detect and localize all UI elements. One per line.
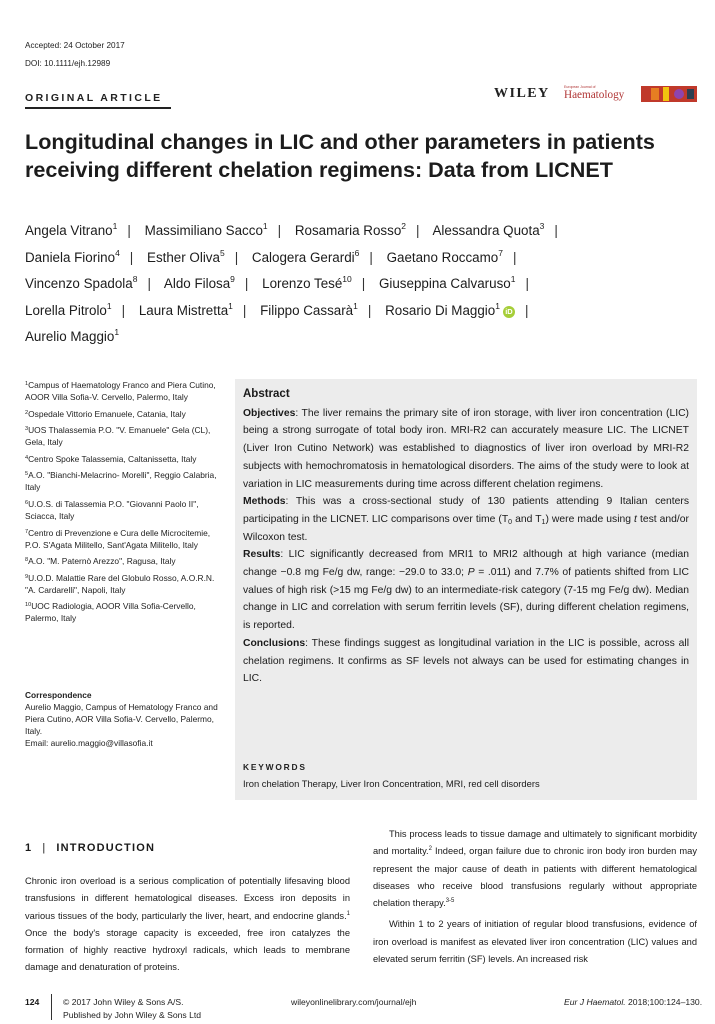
accepted-date: Accepted: 24 October 2017 (25, 41, 125, 50)
abstract-results: Results: LIC significantly decreased from MRI1 to MRI2 although at high variance (median change −0.8 mg Fe/g dw, range: −29.0 to 33.0; P = .011) and 7.7% of patients shifted from LIC values of high risk (>15 mg Fe/g dw) to an intermediate-risk category (7-15 mg Fe/g dw). Median change in LIC and correlation with serum ferritin levels (SF), during different chelation regimens, is reported. (243, 549, 689, 632)
correspondence-heading: Correspondence (25, 690, 92, 700)
author[interactable]: Vincenzo Spadola$^8$ (25, 274, 138, 292)
paragraph: Within 1 to 2 years of initiation of regular blood transfusions, evidence of iron overload is manifest as elevated liver iron concentration (LIC) values and elevated serum ferritin (SF) levels. An increased risk (373, 919, 697, 965)
author[interactable]: Lorella Pitrolo$^1$ (25, 300, 112, 318)
abstract-conclusions: Conclusions: These findings suggest as longitudinal variation in the LIC is possible, across all chelation regimens. It confirms as SF levels not always can be used for estimating changes in LIC. (243, 637, 689, 685)
page-number: 124 (25, 997, 40, 1007)
author-list: Angela Vitrano$^1$ | Massimiliano Sacco$^1$ | Rosamaria Rosso$^2$ | Alessandra Quota$^3$ | Daniela Fiorino$^4$ | Esther Oliva$^5$ | Calogera Gerardi$^6$ | Gaetano Roccamo$^7$ | Vincenzo Spadola$^8$ | Aldo Filosa$^9$ | Lorenzo Tesé$^{10}$ | Giuseppina Calvaruso$^1$ | Lorella Pitrolo$^1$ | Laura Mistretta$^1$ | Filippo Cassarà$^1$ | Rosario Di Maggio$^1$iD | Aurelio Maggio$^1$ (25, 221, 558, 345)
affiliation: $^1$Campus of Haematology Franco and Piera Cutino, AOOR Villa Sofia-V. Cervello, Palermo, Italy (25, 380, 216, 402)
abstract-heading: Abstract (243, 388, 290, 400)
paragraph: Chronic iron overload is a serious complication of potentially lifesaving blood transfusions in different hematological diseases. Excess iron deposits in various tissues of the body, particularly the liver, heart, and endocrine glands.$^1$ Once the body's storage capacity is exceeded, free iron catalyzes the formation of highly reactive hydroxyl radicals, which leads to membrane damage and denaturation of proteins. (25, 876, 350, 973)
publisher-logo: WILEY (494, 86, 550, 101)
orcid-icon[interactable]: iD (503, 306, 515, 318)
affiliation: $^{10}$UOC Radiologia, AOOR Villa Sofia-Cervello, Palermo, Italy (25, 601, 196, 624)
journal-logo: Haematology (564, 89, 625, 101)
footer-copyright: © 2017 John Wiley & Sons A/S. Published by John Wiley & Sons Ltd (63, 997, 202, 1020)
author[interactable]: Giuseppina Calvaruso$^1$ (378, 274, 516, 292)
author[interactable]: Laura Mistretta$^1$ (138, 300, 233, 318)
author[interactable]: Alessandra Quota$^3$ (432, 221, 545, 238)
author[interactable]: Rosamaria Rosso$^2$ (294, 221, 406, 238)
section-heading: 1 | INTRODUCTION (25, 842, 156, 854)
author[interactable]: Rosario Di Maggio$^1$ (385, 300, 500, 318)
keywords-heading: KEYWORDS (243, 762, 307, 772)
article-type-rule (25, 107, 171, 109)
doi[interactable]: DOI: 10.1111/ejh.12989 (25, 59, 111, 68)
affiliation: $^8$A.O. "M. Paternò Arezzo", Ragusa, Italy (25, 556, 176, 567)
affiliation: $^2$Ospedale Vittorio Emanuele, Catania, Italy (25, 408, 186, 419)
paragraph: This process leads to tissue damage and ultimately to significant morbidity and mortality.$^2$ Indeed, organ failure due to chronic iron body iron burden may represent the major cause of death in patients with different hematological diseases who receive blood transfusions regularly without appropriate chelation therapy.$^{3-5}$ (373, 829, 697, 909)
affiliation: $^7$Centro di Prevenzione e Cura delle Microcitemie, P.O. S'Agata Militello, Sant'Agata Militello, Italy (25, 527, 211, 550)
citation-ref[interactable]: 3-5 (445, 898, 455, 905)
citation-ref[interactable]: 1 (346, 910, 350, 917)
author[interactable]: Aurelio Maggio$^1$ (25, 327, 120, 345)
author[interactable]: Aldo Filosa$^9$ (163, 274, 235, 292)
body-column-left (25, 873, 350, 977)
citation-ref[interactable]: 2 (428, 846, 432, 853)
author[interactable]: Gaetano Roccamo$^7$ (386, 247, 503, 265)
correspondence (25, 689, 225, 749)
keywords-list: Iron chelation Therapy, Liver Iron Concentration, MRI, red cell disorders (243, 778, 540, 789)
correspondence-address: Aurelio Maggio, Campus of Hematology Franco and Piera Cutino, AOR Villa Sofia-V. Cervello, Palermo, Italy. (25, 702, 218, 736)
affiliation: $^5$A.O. "Bianchi-Melacrino- Morelli", Reggio Calabria, Italy (25, 470, 217, 493)
author[interactable]: Filippo Cassarà$^1$ (260, 300, 358, 318)
correspondence-email[interactable]: Email: aurelio.maggio@villasofia.it (25, 738, 153, 748)
affiliation: $^9$U.O.D. Malattie Rare del Globulo Rosso, A.O.R.N. "A. Cardarelli", Napoli, Italy (25, 572, 215, 595)
affiliation: $^3$UOS Thalassemia P.O. "V. Emanuele" Gela (CL), Gela, Italy (25, 425, 211, 448)
article-type: ORIGINAL ARTICLE (25, 92, 163, 104)
abstract-methods: Methods: This was a cross-sectional study of 130 patients attending 9 Italian centers participating in the LICNET. LIC comparisons over time ($T_0$ and $T_1$) were made using t test and/or Wilcoxon test. (243, 496, 689, 543)
section-number: 1 (25, 842, 33, 854)
abstract-objectives: Objectives: The liver remains the primary site of iron storage, with liver iron concentration (LIC) being a strong surrogate of total body iron. MRI-R2 can accurately measure LIC. The LICNET (Liver Iron Cutino Network) was established to diagnostics of liver iron overload by MRI-R2 subjects with hemochromatosis in hematological disorders. The aims of the study were to look at variation in LIC measurements during time across different chelation regimens. (243, 407, 689, 490)
affiliations (25, 379, 225, 629)
author[interactable]: Calogera Gerardi$^6$ (251, 247, 360, 265)
author[interactable]: Esther Oliva$^5$ (147, 247, 225, 265)
abstract (243, 386, 689, 688)
author[interactable]: Massimiliano Sacco$^1$ (144, 221, 268, 238)
journal-logo-small: European Journal of (564, 85, 596, 89)
journal-cover-icon (641, 86, 697, 102)
section-title: INTRODUCTION (56, 842, 156, 854)
footer-url[interactable]: wileyonlinelibrary.com/journal/ejh (291, 997, 417, 1007)
body-column-right (373, 826, 697, 968)
author[interactable]: Angela Vitrano$^1$ (25, 221, 118, 238)
affiliation: $^4$Centro Spoke Talassemia, Caltanissetta, Italy (25, 453, 197, 464)
article-title: Longitudinal changes in LIC and other parameters in patients receiving different chelation regimens: Data from LICNET (25, 129, 655, 182)
affiliation: $^6$U.O.S. di Talassemia P.O. "Giovanni Paolo II", Sciacca, Italy (25, 498, 199, 521)
footer-citation: Eur J Haematol. 2018;100:124–130. (564, 997, 703, 1007)
author[interactable]: Lorenzo Tesé$^{10}$ (262, 274, 352, 292)
footer-divider (51, 994, 52, 1020)
author[interactable]: Daniela Fiorino$^4$ (25, 247, 120, 265)
